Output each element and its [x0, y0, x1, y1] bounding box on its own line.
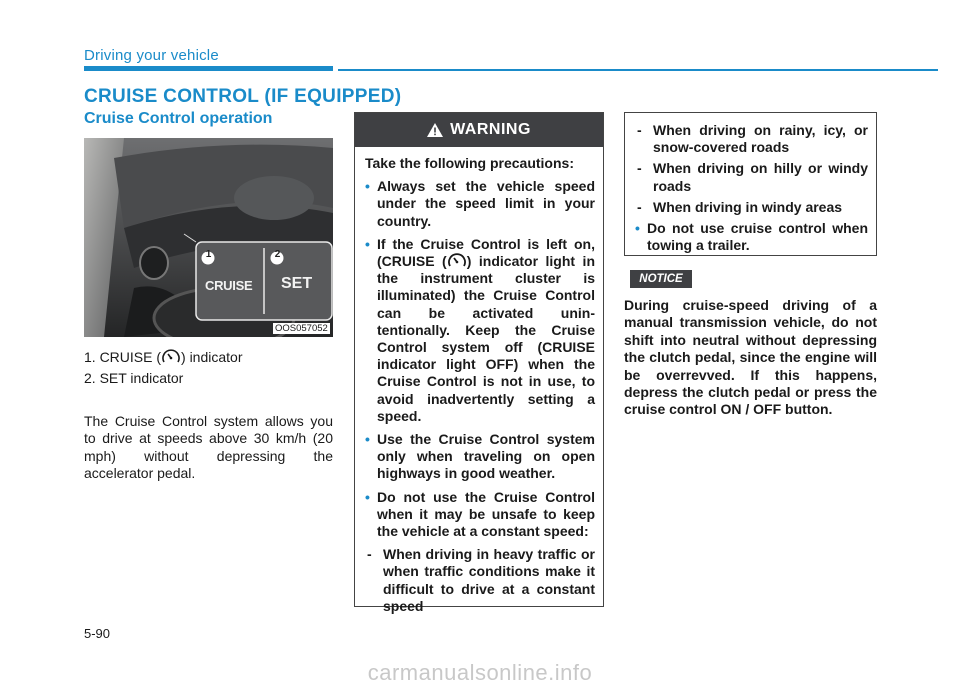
watermark: carmanualsonline.info	[367, 660, 593, 685]
indicator-list	[84, 347, 333, 389]
indicator-item-2: 2. SET indicator	[84, 370, 184, 386]
callout-2: 2	[274, 249, 281, 260]
warning-dash-3-text: When driving on hilly or windy roads	[653, 160, 868, 194]
warning-title: WARNING	[450, 121, 531, 138]
notice-badge: NOTICE	[630, 270, 692, 288]
warning-bullet-2	[365, 236, 595, 425]
warning-box	[354, 112, 604, 614]
warning-dash-4: - When driving in windy areas	[637, 198, 843, 215]
callout-1: 1	[205, 249, 212, 260]
indicator-item-1-suffix: ) indicator	[181, 349, 243, 365]
warning-bullet-4: • Do not use the Cruise Control when it may be unsafe to keep the vehicle at a constant speed:	[365, 489, 595, 541]
page-number: 5-90	[84, 626, 111, 641]
photo-code: OOS057052	[275, 323, 328, 334]
header-rule-thick	[84, 66, 333, 71]
section-label: Driving your vehicle	[84, 47, 219, 64]
cruise-indicator-icon	[447, 253, 467, 269]
warning-triangle-icon	[427, 123, 443, 137]
cruise-indicator-icon	[161, 349, 181, 365]
warning-dash-2: - When driving on rainy, icy, or snow-covered roads	[637, 122, 868, 156]
warning-bullet-2-suffix: ) indicator light in the instrument cluster is illuminated) the Cruise Control can be activated unin-tentionally. Keep the Cruise Control system off (CRUISE indicator light OFF) when the Cruise Control is not in use, to avoid inadvertently setting a speed.	[377, 253, 595, 424]
header-rule-thin	[338, 69, 938, 71]
warning-dash-1-text: When driving in heavy traffic or when traffic conditions make it difficult to drive at a constant speed	[383, 546, 595, 614]
indicator-item-1-prefix: 1. CRUISE (	[84, 349, 162, 365]
warning-dash-1: - When driving in heavy traffic or when traffic conditions make it difficult to drive at a constant speed	[367, 546, 595, 614]
warning-continued-box	[624, 112, 877, 256]
cruise-button-label: CRUISE	[205, 278, 253, 293]
warning-dash-4-text: When driving in windy areas	[653, 198, 843, 215]
chapter-title: CRUISE CONTROL (IF EQUIPPED)	[84, 86, 402, 107]
warning-dash-3: - When driving on hilly or windy roads	[637, 160, 868, 194]
set-button-label: SET	[281, 275, 313, 292]
warning-intro: Take the following precautions:	[365, 155, 574, 171]
warning-header	[355, 113, 603, 147]
warning-dash-2-text: When driving on rainy, icy, or snow-covered roads	[653, 122, 868, 156]
warning-bullet-2-prefix: If the Cruise Control is left on, (CRUISE (	[377, 235, 595, 270]
warning-bullet-5: • Do not use cruise control when towing a trailer.	[635, 220, 868, 254]
indicator-item-1	[84, 347, 333, 368]
subtitle: Cruise Control operation	[84, 110, 273, 127]
intro-paragraph: The Cruise Control system allows you to drive at speeds above 30 km/h (20 mph) without depressing the accelerator pedal.	[84, 413, 333, 482]
notice-text: During cruise-speed driving of a manual transmission vehicle, do not shift into neutral without depressing the clutch pedal, since the engine will be overrevved. If this happens, depress the clutch pedal or press the cruise control ON / OFF button.	[624, 297, 877, 418]
warning-bullet-3: • Use the Cruise Control system only when traveling on open highways in good weather.	[365, 431, 595, 483]
dashboard-photo	[84, 138, 333, 337]
warning-bullet-1: • Always set the vehicle speed under the speed limit in your country.	[365, 178, 595, 230]
